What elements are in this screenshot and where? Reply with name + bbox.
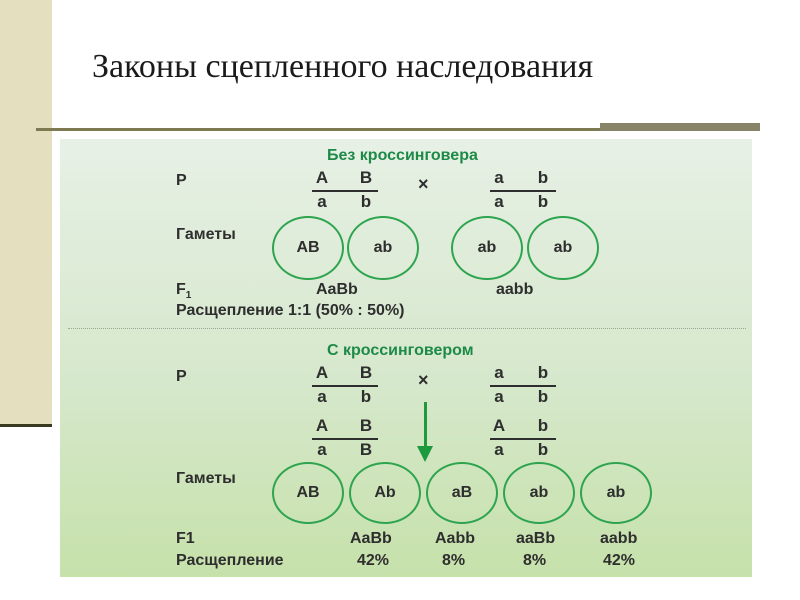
gamete-circle: ab	[347, 216, 419, 280]
cross-sign: ×	[418, 370, 429, 390]
percent-value: 42%	[357, 552, 390, 569]
percent-value: 42%	[603, 552, 636, 569]
gamete-circle: AB	[272, 216, 344, 280]
gamete-circle: ab	[451, 216, 523, 280]
allele: a	[494, 440, 504, 459]
allele: b	[537, 387, 549, 406]
gametes-label: Гаметы	[176, 470, 236, 487]
gamete-circle: ab	[580, 462, 652, 524]
offspring-genotype: AaBb	[316, 281, 358, 298]
offspring-genotype: aabb	[496, 281, 534, 298]
title-rule-accent	[600, 123, 760, 131]
f1-label: $F_1$	[176, 281, 192, 302]
allele: B	[359, 168, 373, 187]
ratio-text: Расщепление 1:1 (50% : 50%)	[176, 302, 405, 319]
arrow-down-shaft	[424, 402, 427, 450]
slide-title: Законы сцепленного наследования	[92, 48, 594, 85]
allele: a	[494, 192, 504, 211]
p-label: Р	[176, 368, 187, 385]
allele: b	[537, 363, 549, 382]
gamete-circle: ab	[503, 462, 575, 524]
gamete-circle: aB	[426, 462, 498, 524]
allele: A	[315, 168, 329, 187]
allele: A	[492, 416, 506, 435]
allele: a	[317, 440, 327, 459]
allele: A	[315, 416, 329, 435]
offspring-genotype: aabb	[600, 530, 638, 547]
gamete-circle: ab	[527, 216, 599, 280]
arrow-down-icon	[417, 446, 433, 462]
allele: a	[494, 363, 504, 382]
gamete-circle: AB	[272, 462, 344, 524]
gametes-label: Гаметы	[176, 226, 236, 243]
heading-with-crossover: С кроссинговером	[327, 342, 474, 359]
left-decor-line	[0, 424, 52, 427]
p-label: Р	[176, 172, 187, 189]
f1-label: F1	[176, 530, 195, 547]
allele: b	[537, 416, 549, 435]
allele: a	[494, 168, 504, 187]
left-decor-bar	[0, 0, 52, 424]
split-label: Расщепление	[176, 552, 284, 569]
allele: b	[537, 168, 549, 187]
allele: b	[537, 440, 549, 459]
cross-sign: ×	[418, 174, 429, 194]
offspring-genotype: aaBb	[516, 530, 556, 547]
percent-value: 8%	[523, 552, 547, 569]
allele: B	[359, 363, 373, 382]
percent-value: 8%	[442, 552, 466, 569]
allele: A	[315, 363, 329, 382]
heading-without-crossover: Без кроссинговера	[327, 147, 478, 164]
offspring-genotype: AaBb	[350, 530, 392, 547]
allele: a	[317, 192, 327, 211]
allele: b	[360, 192, 372, 211]
gamete-circle: Ab	[349, 462, 421, 524]
section-divider	[68, 328, 746, 329]
allele: B	[359, 440, 373, 459]
allele: a	[494, 387, 504, 406]
allele: b	[537, 192, 549, 211]
allele: B	[359, 416, 373, 435]
offspring-genotype: Aabb	[435, 530, 475, 547]
allele: a	[317, 387, 327, 406]
allele: b	[360, 387, 372, 406]
